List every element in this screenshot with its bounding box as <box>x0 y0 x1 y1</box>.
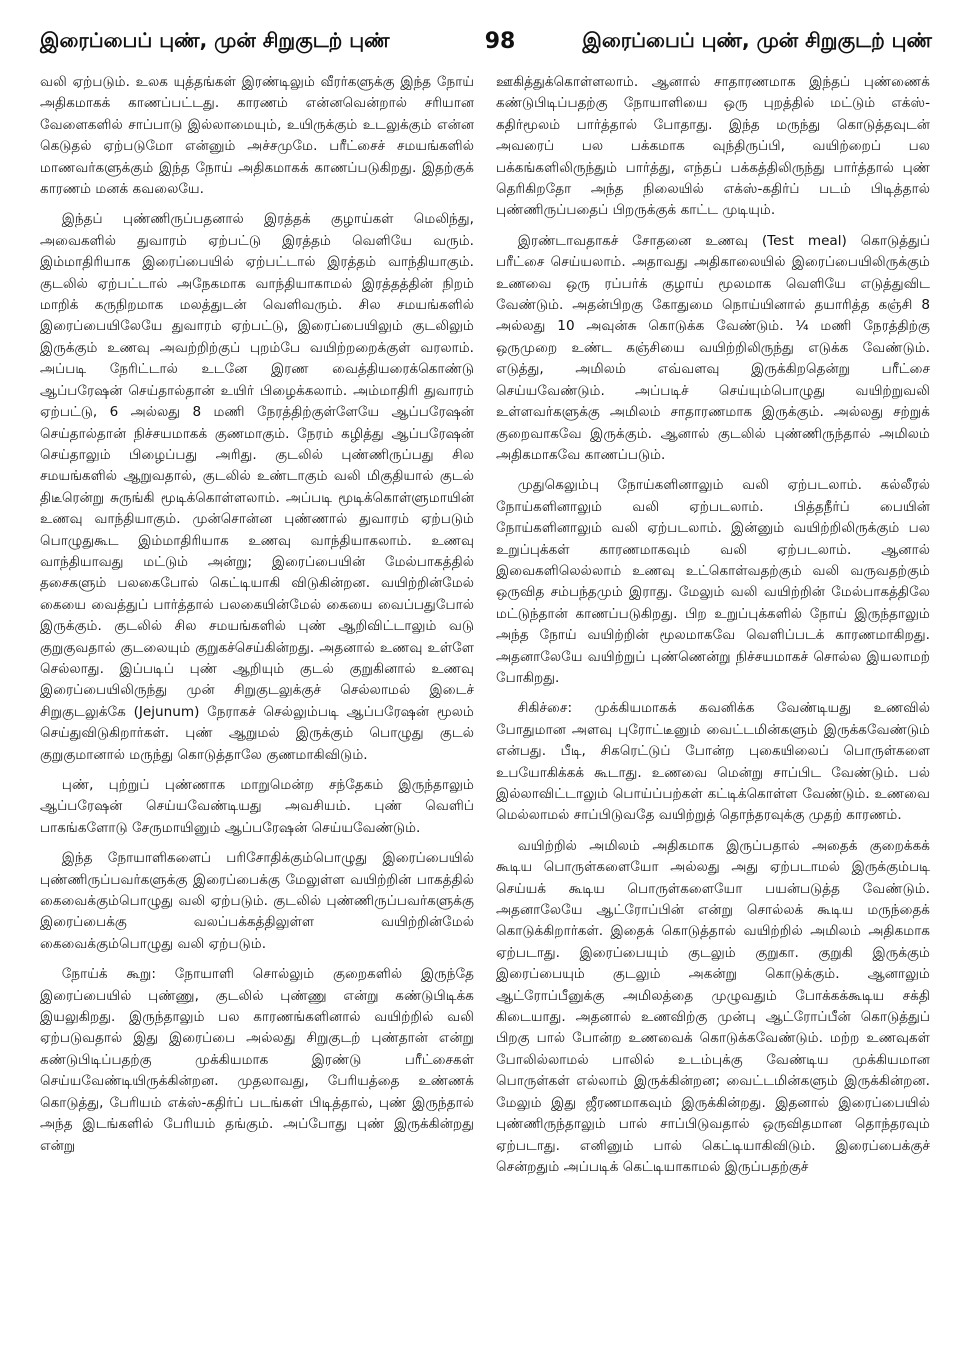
running-title-left: இரைப்பைப் புண், முன் சிறுகுடற் புண் <box>40 27 390 52</box>
paragraph: வலி ஏற்படும். உலக யுத்தங்கள் இரண்டிலும் வீரர்களுக்கு இந்த நோய் அதிகமாகக் காணப்பட்டது. காரணம் என்னவென்றால் சரியான வேளைகளில் சாப்பாடு இல்லாமையும், உயிருக்கும் உடலுக்கும் என்ன கெடுதல் ஏற்படுமோ என்னும் அச்சமுமே. பரீட்சைச் சமயங்களில் மாணவர்களுக்கும் இந்த நோய் அதிகமாகக் காணப்படுகிறது. இதற்குக் காரணம் மனக் கவலையே. <box>40 74 474 198</box>
left-column <box>40 72 474 1187</box>
page-number: 98 <box>484 28 516 54</box>
paragraph: இரண்டாவதாகச் சோதனை உணவு (Test meal) கொடுத்துப் பரீட்சை செய்யலாம். அதாவது அதிகாலையில் இரைப்பையிலிருக்கும் உணவை ஒரு ரப்பர்க் குழாய் மூலமாக வெளியே எடுத்துவிட வேண்டும். அதன்பிறகு கோதுமை நொய்யினால் தயாரித்த கஞ்சி 8 அல்லது 10 அவுன்சு கொடுக்க வேண்டும். ¼ மணி நேரத்திற்கு ஒருமுறை உண்ட கஞ்சியை வயிற்றிலிருந்து எடுக்க வேண்டும். எடுத்து, அமிலம் எவ்வளவு இருக்கிறதென்று பரீட்சை செய்யவேண்டும். அப்படிச் செய்யும்பொழுது வயிற்றுவலி உள்ளவர்களுக்கு அமிலம் சாதாரணமாக இருக்கும். அல்லது சற்றுக் குறைவாகவே இருக்கும். ஆனால் குடலில் புண்ணிருந்தால் அமிலம் அதிகமாகவே காணப்படும். <box>496 232 930 463</box>
paragraph: வயிற்றில் அமிலம் அதிகமாக இருப்பதால் அதைக் குறைக்கக் கூடிய பொருள்களையோ அல்லது அது ஏற்படாமல் இருக்கும்படி செய்யக் கூடிய பொருள்களையோ பயன்படுத்த வேண்டும். அதனாலேயே ஆட்ரோப்பின் என்று சொல்லக் கூடிய மருந்தைக் கொடுக்கிறார்கள். இதைக் கொடுத்தால் வயிற்றில் அமிலம் அதிகமாக ஏற்படாது. இரைப்பையும் குடலும் குறுகா. குறுகி இருக்கும் இரைப்பையும் குடலும் அகன்று கொடுக்கும். ஆனாலும் ஆட்ரோப்பீனுக்கு அமிலத்தை முழுவதும் போக்கக்கூடிய சக்தி கிடையாது. அதனால் உணவிற்கு முன்பு ஆட்ரோப்பீன் கொடுத்துப் பிறகு பால் போன்ற உணவைக் கொடுக்கவேண்டும். மற்ற உணவுகள் போலில்லாமல் பாலில் உடம்புக்கு வேண்டிய முக்கியமான பொருள்கள் எல்லாம் இருக்கின்றன; வைட்டமின்களும் இருக்கின்றன. மேலும் இது ஜீரணமாகவும் இருக்கின்றது. இதனால் இரைப்பையில் புண்ணிருந்தாலும் பால் சாப்பிடுவதால் ஒருவிதமான தொந்தரவும் ஏற்படாது. எனினும் பால் கெட்டியாகிவிடும். இரைப்பைக்குச் சென்றதும் அப்படிக் கெட்டியாகாமல் இருப்பதற்குச் <box>496 837 930 1175</box>
paragraph: நோய்க் கூறு: நோயாளி சொல்லும் குறைகளில் இருந்தே இரைப்பையில் புண்ணு, குடலில் புண்ணு என்று கண்டுபிடிக்க இயலுகிறது. இருந்தாலும் பல காரணங்களினால் வயிற்றில் வலி ஏற்படுவதால் இது இரைப்பை அல்லது சிறுகுடற் புண்தான் என்று கண்டுபிடிப்பதற்கு முக்கியமாக இரண்டு பரீட்சைகள் செய்யவேண்டியிருக்கின்றன. முதலாவது, பேரியத்தை உண்ணக் கொடுத்து, பேரியம் எக்ஸ்-கதிர்ப் படங்கள் பிடித்தால், புண் இருந்தால் அந்த இடங்களில் பேரியம் தங்கும். அப்போது புண் இருக்கின்றது என்று <box>40 966 474 1154</box>
paragraph: இந்த நோயாளிகளைப் பரிசோதிக்கும்பொழுது இரைப்பையில் புண்ணிருப்பவர்களுக்கு இரைப்பைக்கு மேலுள்ள வயிற்றின் பாகத்தில் கைவைக்கும்பொழுது வலி ஏற்படும். குடலில் புண்ணிருப்பவர்களுக்கு இரைப்பைக்கு வலப்பக்கத்திலுள்ள வயிற்றின்மேல் கைவைக்கும்பொழுது வலி ஏற்படும். <box>40 850 474 952</box>
paragraph: இந்தப் புண்ணிருப்பதனால் இரத்தக் குழாய்கள் மெலிந்து, அவைகளில் துவாரம் ஏற்பட்டு இரத்தம் வெளியே வரும். இம்மாதிரியாக இரைப்பையில் ஏற்பட்டால் இரத்தம் வாந்தியாகும். குடலில் ஏற்பட்டால் அநேகமாக வாந்தியாகாமல் இரத்தத்தின் நிறம் மாறிக் கருநிறமாக மலத்துடன் வெளிவரும். சில சமயங்களில் இரைப்பையிலேயே துவாரம் ஏற்பட்டு, இரைப்பையிலும் குடலிலும் இருக்கும் உணவு அவற்றிற்குப் புறம்பே வயிற்றறைக்குள் வரலாம். அப்படி நேரிட்டால் உடனே இரண வைத்தியரைக்கொண்டு ஆப்பரேஷன் செய்தால்தான் உயிர் பிழைக்கலாம். அம்மாதிரி துவாரம் ஏற்பட்டு, 6 அல்லது 8 மணி நேரத்திற்குள்ளேயே ஆப்பரேஷன் செய்தால்தான் நிச்சயமாகக் குணமாகும். நேரம் கழித்து ஆப்பரேஷன் செய்தாலும் பிழைப்பது அரிது. குடலில் புண்ணிருப்பது சில சமயங்களில் ஆறுவதால், குடலில் உண்டாகும் வலி மிகுதியால் குடல் திடீரென்று சுருங்கி மூடிக்கொள்ளலாம். அப்படி மூடிக்கொள்ளுமாயின் உணவு வாந்தியாகும். முன்சொன்ன புண்ணால் துவாரம் ஏற்படும் பொழுதுகூட இம்மாதிரியாக உணவு வாந்தியாகலாம். உணவு வாந்தியாவது மட்டும் அன்று; இரைப்பையின் மேல்பாகத்தில் தசைகளும் பலகைபோல் கெட்டியாகி விடுகின்றன. வயிற்றின்மேல் கையை வைத்துப் பார்த்தால் பலகையின்மேல் கையை வைப்பதுபோல் இருக்கும். குடலில் சில சமயங்களில் புண் ஆறிவிட்டாலும் வடு குறுகுவதால் குடலையும் குறுகச்செய்கின்றது. அதனால் உணவு உள்ளே செல்லாது. இப்படிப் புண் ஆறியும் குடல் குறுகினால் உணவு இரைப்பையிலிருந்து முன் சிறுகுடலுக்குச் செல்லாமல் இடைச் சிறுகுடலுக்கே (Jejunum) நேராகச் செல்லும்படி ஆப்பரேஷன் மூலம் செய்துவிடுகிறார்கள். புண் ஆறுமல் இருக்கும் பொழுது குடல் குறுகுமானால் மருந்து கொடுத்தாலே குணமாகிவிடும். <box>40 211 474 763</box>
paragraph: புண், புற்றுப் புண்ணாக மாறுமென்ற சந்தேகம் இருந்தாலும் ஆப்பரேஷன் செய்யவேண்டியது அவசியம். புண் வெளிப் பாகங்களோடு சேருமாயினும் ஆப்பரேஷன் செய்யவேண்டும். <box>40 777 474 836</box>
paragraph: ஊகித்துக்கொள்ளலாம். ஆனால் சாதாரணமாக இந்தப் புண்ணைக் கண்டுபிடிப்பதற்கு நோயாளியை ஒரு புறத்தில் மட்டும் எக்ஸ்-கதிர்மூலம் பார்த்தால் போதாது. இந்த மருந்து கொடுத்தவுடன் அவரைப் பல பக்கமாக வுந்திருப்பி, வயிற்றைப் பல பக்கங்களிலிருந்தும் பார்த்து, எந்தப் பக்கத்திலிருந்து பார்த்தால் புண் தெரிகிறதோ அந்த நிலையில் எக்ஸ்-கதிர்ப் படம் பிடித்தால் புண்ணிருப்பதைப் பிறருக்குக் காட்ட முடியும். <box>496 74 930 219</box>
page-header <box>40 20 932 62</box>
right-column <box>496 72 930 1187</box>
running-title-right: இரைப்பைப் புண், முன் சிறுகுடற் புண் <box>582 27 932 52</box>
text-columns <box>40 72 932 1187</box>
paragraph: சிகிச்சை: முக்கியமாகக் கவனிக்க வேண்டியது உணவில் போதுமான அளவு புரோட்டீனும் வைட்டமின்களும் இருக்கவேண்டும் என்பது. பீடி, சிகரெட்டுப் போன்ற புகையிலைப் பொருள்களை உபயோகிக்கக் கூடாது. உணவை மென்று சாப்பிட வேண்டும். பல் இல்லாவிட்டாலும் பொய்ப்பற்கள் கட்டிக்கொள்ள வேண்டும். உணவை மெல்லாமல் சாப்பிடுவதே வயிற்றுத் தொந்தரவுக்கு முதற் காரணம். <box>496 700 930 824</box>
paragraph: முதுகெலும்பு நோய்களினாலும் வலி ஏற்படலாம். கல்லீரல் நோய்களினாலும் வலி ஏற்படலாம். பித்தநீர்ப் பையின் நோய்களினாலும் வலி ஏற்படலாம். இன்னும் வயிற்றிலிருக்கும் பல உறுப்புக்கள் காரணமாகவும் வலி ஏற்படலாம். ஆனால் இவைகளிலெல்லாம் உணவு உட்கொள்வதற்கும் வலி வருவதற்கும் ஒருவித சம்பந்தமும் இராது. மேலும் வலி வயிற்றின் மேல்பாகத்திலே மட்டுந்தான் காணப்படுகிறது. பிற உறுப்புக்களில் நோய் இருந்தாலும் அந்த நோய் வயிற்றின் மூலமாகவே வெளிப்படக் காரணமாகிறது. அதனாலேயே வயிற்றுப் புண்ணென்று நிச்சயமாகச் சொல்ல இயலாமற் போகிறது. <box>496 477 930 686</box>
